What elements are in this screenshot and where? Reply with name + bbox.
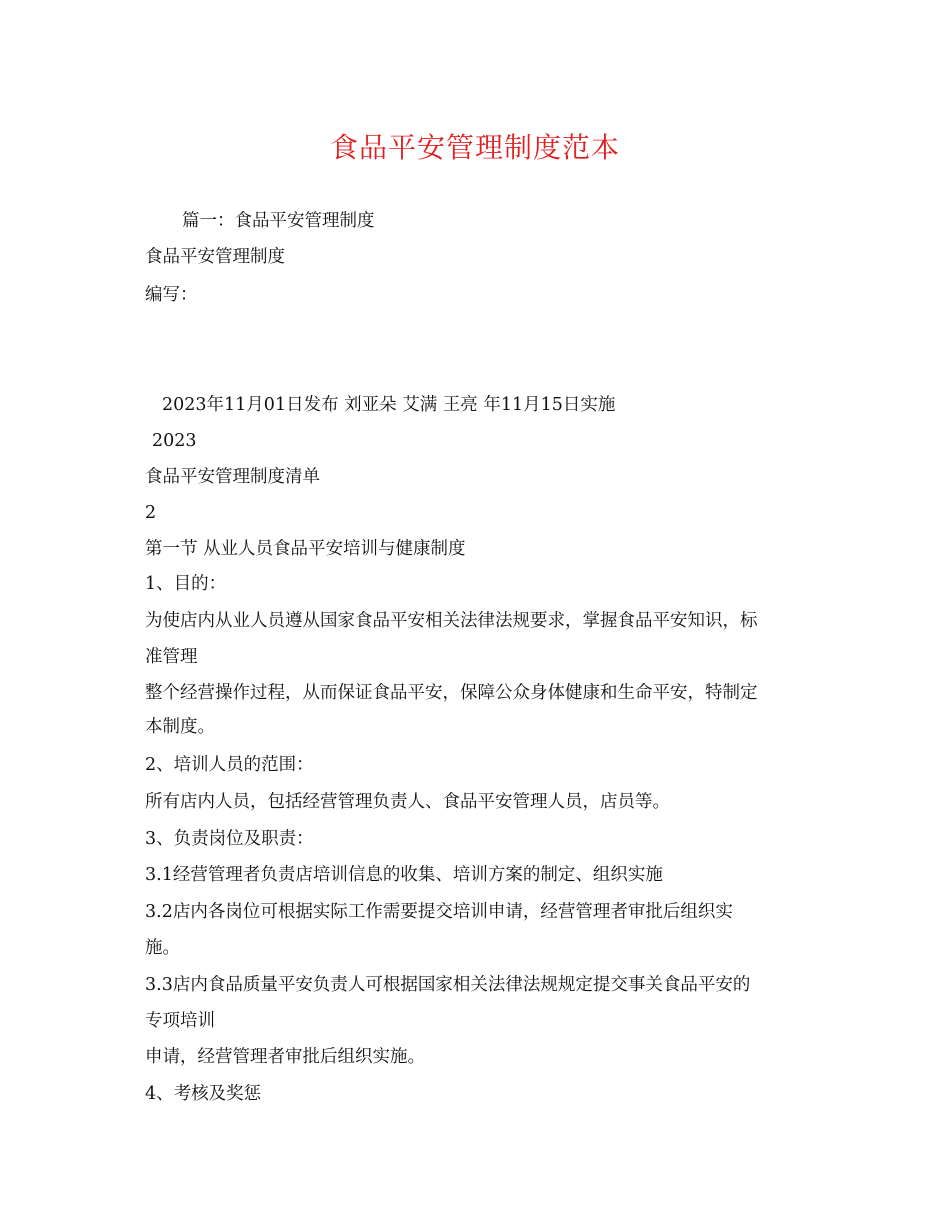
paragraph-line: 3.2店内各岗位可根据实际工作需要提交培训申请，经营管理者审批后组织实 xyxy=(145,902,733,922)
paragraph-line: 为使店内从业人员遵从国家食品平安相关法律法规要求，掌握食品平安知识，标 xyxy=(145,611,758,631)
purpose-heading: 1、目的： xyxy=(145,574,227,594)
subtitle-line: 食品平安管理制度 xyxy=(145,247,285,267)
section-heading-part-one: 篇一：食品平安管理制度 xyxy=(182,211,375,231)
publish-info-line: 2023年11月01日发布 刘亚朵 艾满 王亮 年11月15日实施 xyxy=(162,395,616,415)
section-one-heading: 第一节 从业人员食品平安培训与健康制度 xyxy=(145,539,466,559)
scope-heading: 2、培训人员的范围： xyxy=(145,755,314,775)
duties-heading: 3、负责岗位及职责： xyxy=(145,829,314,849)
list-heading: 食品平安管理制度清单 xyxy=(145,467,320,487)
paragraph-line: 申请，经营管理者审批后组织实施。 xyxy=(145,1047,425,1067)
assessment-heading: 4、考核及奖惩 xyxy=(145,1084,262,1104)
paragraph-line: 3.1经营管理者负责店培训信息的收集、培训方案的制定、组织实施 xyxy=(145,865,663,885)
paragraph-line: 所有店内人员，包括经营管理负责人、食品平安管理人员，店员等。 xyxy=(145,792,670,812)
paragraph-line: 准管理 xyxy=(145,647,198,667)
paragraph-line: 专项培训 xyxy=(145,1011,215,1031)
paragraph-line: 施。 xyxy=(145,938,180,958)
page-number: 2 xyxy=(145,503,157,523)
paragraph-line: 本制度。 xyxy=(145,717,215,737)
paragraph-line: 3.3店内食品质量平安负责人可根据国家相关法律法规规定提交事关食品平安的 xyxy=(145,975,751,995)
document-title: 食品平安管理制度范本 xyxy=(329,131,620,164)
author-label: 编写： xyxy=(145,285,198,305)
paragraph-line: 整个经营操作过程，从而保证食品平安，保障公众身体健康和生命平安，特制定 xyxy=(145,683,758,703)
year-line: 2023 xyxy=(152,431,197,451)
